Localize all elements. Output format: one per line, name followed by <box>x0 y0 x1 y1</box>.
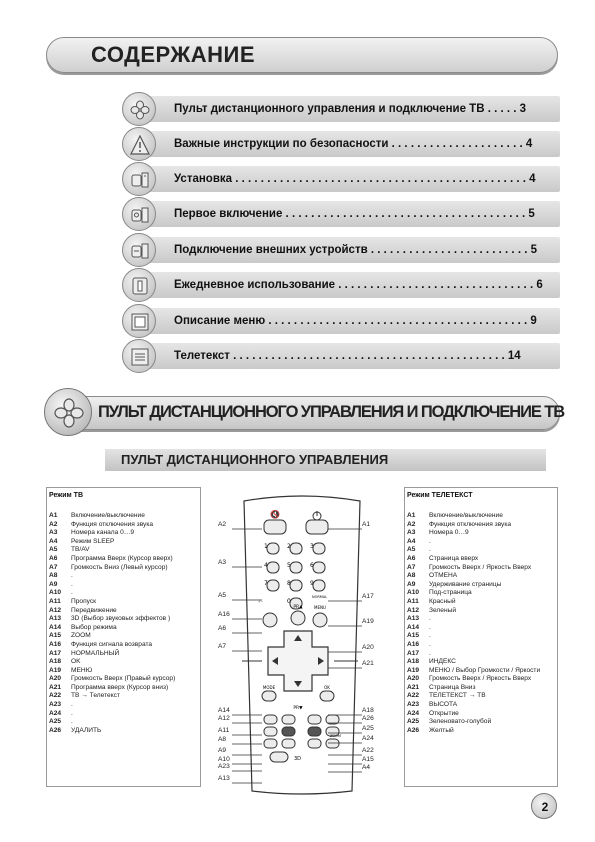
remote-callout-label: A20 <box>362 644 374 651</box>
digit-label-8: 8 <box>287 580 291 587</box>
function-button <box>308 715 321 724</box>
list-item-desc: . <box>71 701 73 709</box>
list-item-desc: . <box>429 546 431 554</box>
toc-item-label: Первое включение . . . . . . . . . . . . . . . . . . . . . . . . . . . . . . . . . . . . . . 5 <box>174 208 535 220</box>
list-item <box>407 589 557 598</box>
menu-button <box>313 613 327 627</box>
list-item <box>49 538 199 547</box>
list-item-code: A18 <box>49 658 62 666</box>
list-item-code: A20 <box>407 675 420 683</box>
list-item-code: A18 <box>407 658 420 666</box>
page-title: СОДЕРЖАНИЕ <box>91 42 256 67</box>
list-item <box>49 701 199 710</box>
list-item-code: A11 <box>49 597 61 605</box>
list-item-desc: . <box>71 589 73 597</box>
remote-icon <box>44 388 92 436</box>
digit-button-4 <box>267 562 279 573</box>
list-item-desc: . <box>429 649 431 657</box>
list-item-code: A12 <box>407 606 420 614</box>
list-item <box>49 658 199 667</box>
remote-callout-label: A24 <box>362 735 374 742</box>
function-button <box>282 727 295 736</box>
digit-label-6: 6 <box>310 562 314 569</box>
remote-callout-label: A8 <box>218 736 227 743</box>
list-item-code: A26 <box>407 726 420 734</box>
list-item-code: A6 <box>49 554 58 562</box>
list-item <box>407 564 557 573</box>
list-item-desc: . <box>71 572 73 580</box>
list-item <box>49 581 199 590</box>
list-item <box>49 521 199 530</box>
list-item-code: A26 <box>49 726 62 734</box>
list-item <box>407 658 557 667</box>
list-item <box>407 675 557 684</box>
tv-mode-panel <box>46 487 201 787</box>
digit-label-9: 9 <box>310 580 314 587</box>
function-button <box>308 727 321 736</box>
setup-icon <box>122 162 156 196</box>
3d-button <box>270 752 288 762</box>
toc-item[interactable] <box>122 162 560 196</box>
list-item <box>407 529 557 538</box>
remote-callout-label: A17 <box>362 593 374 600</box>
remote-callout-label: A25 <box>362 725 374 732</box>
daily-use-icon <box>122 268 156 302</box>
toc-item-label: Пульт дистанционного управления и подключение ТВ . . . . . 3 <box>174 103 527 115</box>
list-item-desc: Программа Вверх (Курсор вверх) <box>71 554 173 562</box>
list-item-code: A4 <box>407 537 416 545</box>
digit-button-9 <box>313 580 325 591</box>
list-item-desc: Страница Вниз <box>429 683 476 691</box>
function-button <box>282 715 295 724</box>
subsection-title: ПУЛЬТ ДИСТАНЦИОННОГО УПРАВЛЕНИЯ <box>121 452 389 467</box>
digit-label-4: 4 <box>264 562 268 569</box>
list-item <box>49 589 199 598</box>
list-item <box>407 615 557 624</box>
list-item-desc: . <box>429 615 431 623</box>
remote-callout-label: A10 <box>218 756 230 763</box>
list-item-code: A19 <box>49 666 62 674</box>
list-item-code: A14 <box>49 623 62 631</box>
remote-callout-label: A15 <box>362 756 374 763</box>
list-item-code: A13 <box>407 615 420 623</box>
list-item-code: A16 <box>49 640 62 648</box>
section-title: ПУЛЬТ ДИСТАНЦИОННОГО УПРАВЛЕНИЯ И ПОДКЛЮЧЕНИЕ ТВ <box>98 403 565 421</box>
list-item-code: A11 <box>407 597 419 605</box>
teletext-mode-title: Режим ТЕЛЕТЕКСТ <box>407 492 473 499</box>
teletext-icon <box>122 339 156 373</box>
zoom-label: ZOOM <box>330 734 341 738</box>
digit-button-5 <box>290 562 302 573</box>
list-item-code: A16 <box>407 640 420 648</box>
remote-icon <box>122 92 156 126</box>
ok-button <box>320 691 334 701</box>
list-item-desc: OK <box>71 658 81 666</box>
list-item <box>49 710 199 719</box>
list-item <box>407 581 557 590</box>
digit-label-5: 5 <box>287 562 291 569</box>
list-item <box>49 572 199 581</box>
toc-item-label: Ежедневное использование . . . . . . . . . . . . . . . . . . . . . . . . . . . . . . . 6 <box>174 279 543 291</box>
list-item <box>49 684 199 693</box>
list-item-code: A24 <box>407 709 420 717</box>
list-item-desc: Громкость Вверх (Правый курсор) <box>71 675 176 683</box>
remote-callout-label: A19 <box>362 618 374 625</box>
list-item <box>49 624 199 633</box>
list-item-code: A21 <box>49 683 62 691</box>
page-number: 2 <box>541 800 549 814</box>
list-item-desc: ТЕЛЕТЕКСТ → ТВ <box>429 692 486 700</box>
remote-callout-label: A16 <box>218 611 230 618</box>
digit-button-7 <box>267 580 279 591</box>
list-item-code: A12 <box>49 606 62 614</box>
list-item-code: A9 <box>49 580 58 588</box>
digit-label-3: 3 <box>310 543 314 550</box>
list-item-desc: ТВ → Телетекст <box>71 692 120 700</box>
list-item-desc: . <box>429 640 431 648</box>
page-title-bar <box>46 37 558 73</box>
list-item-desc: УДАЛИТЬ <box>71 726 102 734</box>
tvav-label: -/-- <box>258 599 263 603</box>
digit-label-0: 0 <box>287 598 291 605</box>
list-item-code: A15 <box>407 632 420 640</box>
list-item <box>407 718 557 727</box>
list-item-code: A22 <box>407 692 420 700</box>
list-item-code: A10 <box>407 589 420 597</box>
list-item-desc: ИНДЕКС <box>429 658 456 666</box>
remote-callout-label: A26 <box>362 715 374 722</box>
toc-item[interactable] <box>122 268 560 302</box>
remote-callout-label: A3 <box>218 559 227 566</box>
digit-label-7: 7 <box>264 580 268 587</box>
toc-item-label: Установка . . . . . . . . . . . . . . . . . . . . . . . . . . . . . . . . . . . . . . . . . . . . . . 4 <box>174 173 536 185</box>
list-item-code: A13 <box>49 615 62 623</box>
menu-icon <box>122 304 156 338</box>
first-use-icon <box>122 197 156 231</box>
toc-item[interactable] <box>122 339 560 373</box>
list-item <box>407 641 557 650</box>
digit-button-6 <box>313 562 325 573</box>
list-item-desc: ZOOM <box>71 632 91 640</box>
list-item-code: A1 <box>49 512 58 519</box>
toc-item[interactable] <box>122 92 560 126</box>
list-item-code: A2 <box>49 520 58 528</box>
list-item-desc: Функция сигнала возврата <box>71 640 153 648</box>
list-item-desc: Функция отключения звука <box>429 520 512 528</box>
remote-callout-label: A12 <box>218 715 230 722</box>
list-item <box>49 607 199 616</box>
list-item-code: A21 <box>407 683 420 691</box>
list-item-desc: Включение/выключение <box>429 512 503 519</box>
list-item-desc: Выбор режима <box>71 623 117 631</box>
list-item-desc: НОРМАЛЬНЫЙ <box>71 649 120 657</box>
list-item-desc: Программа вверх (Курсор вниз) <box>71 683 169 691</box>
toc-item-label: Описание меню . . . . . . . . . . . . . . . . . . . . . . . . . . . . . . . . . . . . . . . . . 9 <box>174 315 537 327</box>
list-item-code: A24 <box>49 709 62 717</box>
list-item <box>49 564 199 573</box>
list-item <box>407 650 557 659</box>
list-item-desc: Номера канала 0…9 <box>71 529 135 537</box>
list-item-code: A25 <box>49 718 62 726</box>
list-item-code: A15 <box>49 632 62 640</box>
list-item <box>49 555 199 564</box>
warning-icon <box>122 127 156 161</box>
list-item <box>49 632 199 641</box>
remote-callout-label: A18 <box>362 707 374 714</box>
digit-button-1 <box>267 543 279 554</box>
ok-label: OK <box>324 685 330 690</box>
list-item <box>49 512 199 521</box>
list-item <box>407 572 557 581</box>
list-item-desc: Красный <box>429 597 456 605</box>
power-button <box>306 520 328 534</box>
menu-label: MENU <box>314 605 326 610</box>
pr-up-button <box>291 611 305 625</box>
list-item-code: A5 <box>49 546 58 554</box>
list-item-desc: Громкость Вниз (Левый курсор) <box>71 563 168 571</box>
list-item <box>407 512 557 521</box>
mode-button <box>262 691 276 701</box>
list-item <box>407 521 557 530</box>
list-item <box>49 641 199 650</box>
list-item <box>49 692 199 701</box>
list-item-code: A7 <box>407 563 416 571</box>
connection-icon <box>122 233 156 267</box>
3d-label: 3D <box>294 756 302 762</box>
list-item <box>49 650 199 659</box>
list-item-desc: ОТМЕНА <box>429 572 458 580</box>
tv-mode-list <box>49 512 199 735</box>
list-item-desc: Функция отключения звука <box>71 520 154 528</box>
subsection-banner <box>105 449 546 471</box>
digit-button-8 <box>290 580 302 591</box>
list-item <box>49 598 199 607</box>
list-item-code: A19 <box>407 666 420 674</box>
list-item-desc: Громкость Вверх / Яркость Вверх <box>429 675 532 683</box>
teletext-mode-panel <box>404 487 558 787</box>
list-item-code: A7 <box>49 563 58 571</box>
list-item-desc: . <box>71 709 73 717</box>
list-item-desc: Номера 0…9 <box>429 529 469 537</box>
list-item-code: A4 <box>49 537 58 545</box>
list-item-code: A20 <box>49 675 62 683</box>
remote-callout-label: A6 <box>218 625 227 632</box>
list-item-desc: Зеленовато-голубой <box>429 718 492 726</box>
tv-mode-title: Режим ТВ <box>49 492 84 499</box>
normal-label: NORMAL <box>312 595 328 599</box>
list-item-code: A23 <box>49 701 62 709</box>
toc-item[interactable] <box>122 304 560 338</box>
pr-down-label: PR▼ <box>293 706 303 711</box>
digit-label-1: 1 <box>264 543 268 550</box>
list-item-code: A8 <box>49 572 58 580</box>
list-item <box>407 727 557 736</box>
list-item <box>49 546 199 555</box>
mode-label: MODE <box>262 685 276 690</box>
toc-item[interactable] <box>122 197 560 231</box>
remote-callout-label: A2 <box>218 521 227 528</box>
list-item-code: A23 <box>407 701 420 709</box>
list-item-code: A8 <box>407 572 416 580</box>
function-button <box>264 727 277 736</box>
list-item-desc: Режим SLEEP <box>71 537 115 545</box>
section-banner <box>44 388 565 436</box>
list-item <box>49 727 199 736</box>
list-item-code: A9 <box>407 580 416 588</box>
list-item-desc: . <box>429 537 431 545</box>
list-item-code: A1 <box>407 512 416 519</box>
return-button <box>263 613 277 627</box>
digit-label-2: 2 <box>287 543 291 550</box>
list-item-desc: Открытие <box>429 709 459 717</box>
list-item-desc: ТВ/AV <box>71 546 90 554</box>
list-item-desc: Включение/выключение <box>71 512 145 519</box>
mute-button <box>264 520 286 534</box>
list-item-desc: . <box>71 580 73 588</box>
list-item-desc: Громкость Вверх / Яркость Вверх <box>429 563 532 571</box>
digit-button-2 <box>290 543 302 554</box>
remote-callout-label: A5 <box>218 592 227 599</box>
list-item-code: A14 <box>407 623 420 631</box>
list-item <box>407 710 557 719</box>
list-item-desc: Передвижение <box>71 606 117 614</box>
list-item <box>407 555 557 564</box>
list-item-code: A25 <box>407 718 420 726</box>
list-item-code: A22 <box>49 692 62 700</box>
list-item-code: A3 <box>407 529 416 537</box>
list-item-code: A2 <box>407 520 416 528</box>
list-item <box>407 692 557 701</box>
list-item-desc: МЕНЮ / Выбор Громкости / Яркости <box>429 666 541 674</box>
list-item-code: A3 <box>49 529 58 537</box>
function-button <box>282 739 295 748</box>
list-item-code: A10 <box>49 589 62 597</box>
list-item-code: A17 <box>407 649 420 657</box>
function-button <box>326 739 339 748</box>
list-item <box>49 529 199 538</box>
list-item <box>407 632 557 641</box>
list-item-desc: МЕНЮ <box>71 666 93 674</box>
toc-item-label: Подключение внешних устройств . . . . . . . . . . . . . . . . . . . . . . . . . 5 <box>174 244 538 256</box>
remote-callout-label: A9 <box>218 747 227 754</box>
function-button <box>264 715 277 724</box>
page-number-badge <box>531 793 557 819</box>
list-item <box>407 684 557 693</box>
toc-item-label: Важные инструкции по безопасности . . . . . . . . . . . . . . . . . . . . . 4 <box>174 138 533 150</box>
list-item <box>407 538 557 547</box>
list-item-desc: Зеленый <box>429 606 457 614</box>
list-item-desc: Страница вверх <box>429 554 479 562</box>
list-item-code: A5 <box>407 546 416 554</box>
toc-item[interactable] <box>122 127 560 161</box>
mute-icon: 🔇 <box>270 510 280 519</box>
list-item <box>407 607 557 616</box>
list-item <box>49 675 199 684</box>
teletext-mode-list <box>407 512 557 735</box>
remote-callout-label: A11 <box>218 727 230 734</box>
list-item-desc: Желтый <box>429 726 454 734</box>
list-item <box>49 667 199 676</box>
list-item <box>407 667 557 676</box>
list-item-desc: . <box>71 718 73 726</box>
list-item-desc: 3D (Выбор звуковых эффектов ) <box>71 615 171 623</box>
list-item-code: A17 <box>49 649 62 657</box>
pr-up-label: PR▲ <box>293 605 303 610</box>
remote-callout-label: A13 <box>218 775 230 782</box>
remote-callout-label: A23 <box>218 763 230 770</box>
function-button <box>308 739 321 748</box>
list-item-desc: . <box>429 632 431 640</box>
remote-callout-label: A21 <box>362 660 374 667</box>
list-item <box>49 718 199 727</box>
list-item-code: A6 <box>407 554 416 562</box>
list-item <box>407 624 557 633</box>
remote-callout-label: A14 <box>218 707 230 714</box>
list-item-desc: . <box>429 623 431 631</box>
list-item <box>407 598 557 607</box>
digit-button-3 <box>313 543 325 554</box>
list-item-desc: Удерживание страницы <box>429 580 502 588</box>
toc-item[interactable] <box>122 233 560 267</box>
remote-callout-label: A4 <box>362 764 371 771</box>
remote-callout-label: A7 <box>218 643 227 650</box>
remote-callout-label: A1 <box>362 521 371 528</box>
list-item <box>407 546 557 555</box>
list-item-desc: ВЫСОТА <box>429 701 458 709</box>
remote-callout-label: A22 <box>362 747 374 754</box>
list-item-desc: Под-страница <box>429 589 472 597</box>
list-item <box>49 615 199 624</box>
list-item <box>407 701 557 710</box>
function-button <box>264 739 277 748</box>
list-item-desc: Пропуск <box>71 597 97 605</box>
toc-item-label: Телетекст . . . . . . . . . . . . . . . . . . . . . . . . . . . . . . . . . . . . . . . . . . . 14 <box>174 350 521 362</box>
